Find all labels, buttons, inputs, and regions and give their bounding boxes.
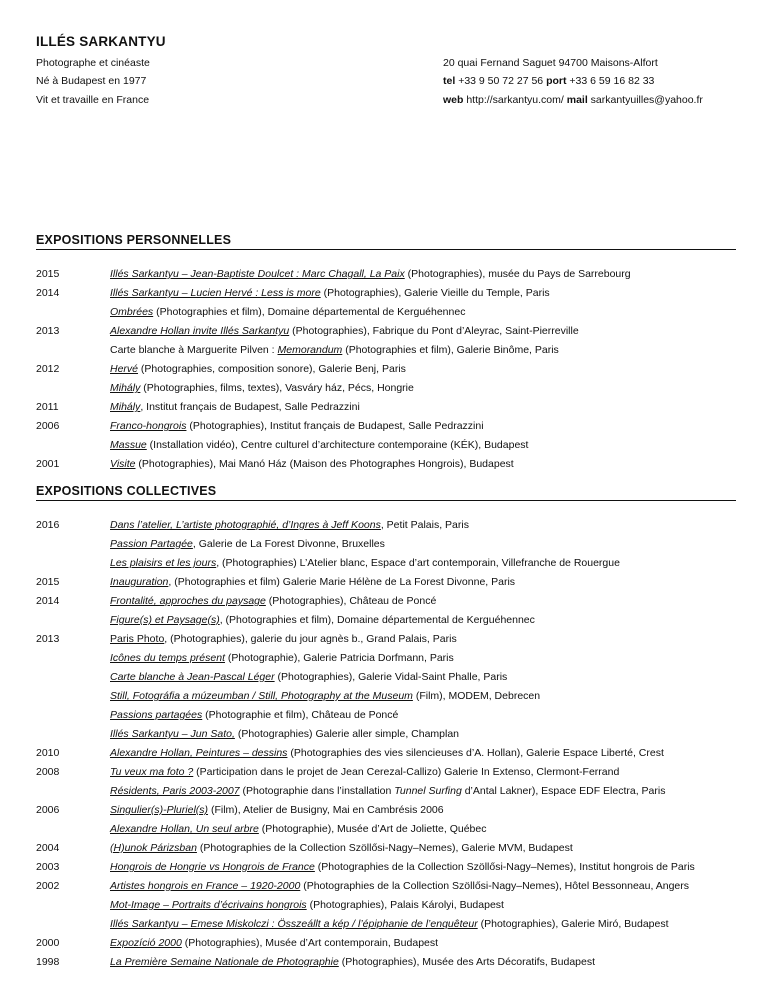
work-title: Tunnel Surfing <box>394 785 462 797</box>
exhibition-text <box>110 438 736 457</box>
exhibition-year: 2010 <box>36 747 60 759</box>
exhibition-text <box>110 651 736 670</box>
exhibition-title-link[interactable]: Mot-Image – Portraits d’écrivains hongrois <box>110 899 307 911</box>
exhibition-title-link[interactable]: Alexandre Hollan invite Illés Sarkantyu <box>110 325 290 337</box>
mail-link[interactable]: sarkantyuilles@yahoo.fr <box>590 93 703 106</box>
web-line <box>443 91 703 109</box>
exhibition-row <box>36 784 736 803</box>
exhibition-row <box>36 879 736 898</box>
exhibition-row <box>36 917 736 936</box>
exhibition-text <box>110 689 736 708</box>
exhibition-title-link[interactable]: Memorandum <box>277 344 343 356</box>
exhibition-text <box>110 746 736 765</box>
exhibition-text <box>110 765 736 784</box>
exhibition-text <box>110 784 736 803</box>
cv-header <box>36 34 736 109</box>
section-title: EXPOSITIONS PERSONNELLES <box>36 233 736 250</box>
exhibition-title-link[interactable]: Alexandre Hollan, Un seul arbre <box>110 823 259 835</box>
exhibition-text <box>110 537 736 556</box>
exhibition-details: (Participation dans le projet de Jean Cerezal-Callizo) Galerie In Extenso, Clermont-Ferrand <box>193 766 620 778</box>
exhibition-text <box>110 708 736 727</box>
exhibition-year <box>36 670 110 689</box>
exhibition-title-link[interactable]: Expozíció 2000 <box>110 937 182 949</box>
exhibition-details: (Photographies), Galerie Vieille du Temple, Paris <box>320 287 550 299</box>
exhibition-details: , (Photographies et film) Galerie Marie Hélène de La Forest Divonne, Paris <box>168 576 516 588</box>
mail-label: mail <box>566 93 588 106</box>
exhibition-details: (Photographies), Galerie Vidal-Saint Phalle, Paris <box>274 671 508 683</box>
exhibition-details: (Photographies), Institut français de Budapest, Salle Pedrazzini <box>186 420 484 432</box>
exhibition-year: 2013 <box>36 633 60 645</box>
exhibition-details: (Photographies des vies silencieuses d’A. Hollan), Galerie Espace Liberté, Crest <box>287 747 664 759</box>
exhibition-row <box>36 841 736 860</box>
exhibition-row <box>36 575 736 594</box>
exhibition-year <box>36 784 110 803</box>
exhibition-details: (Photographies et film), Domaine départemental de Kerguéhennec <box>153 306 466 318</box>
bio-line: Photographe et cinéaste <box>36 57 150 69</box>
exhibition-title-link[interactable]: Dans l’atelier, L’artiste photographié, d’Ingres à Jeff Koons <box>110 519 381 531</box>
exhibition-text <box>110 841 736 860</box>
exhibition-year <box>36 438 110 457</box>
exhibition-title-link[interactable]: Figure(s) et Paysage(s) <box>110 614 220 626</box>
exhibition-details: (Photographies, films, textes), Vasváry ház, Pécs, Hongrie <box>140 382 414 394</box>
exhibition-list <box>36 267 736 476</box>
exhibition-row <box>36 457 736 476</box>
exhibition-year <box>36 556 110 575</box>
exhibition-row <box>36 556 736 575</box>
exhibition-year <box>36 898 110 917</box>
exhibition-title-link[interactable]: Franco-hongrois <box>110 420 187 432</box>
address: 20 quai Fernand Saguet 94700 Maisons-Alfort <box>443 57 658 69</box>
exhibition-row <box>36 343 736 362</box>
exhibition-details: , (Photographies et film), Domaine départemental de Kerguéhennec <box>219 614 535 626</box>
exhibition-list <box>36 518 736 974</box>
exhibition-text <box>110 860 736 879</box>
exhibition-text <box>110 955 736 974</box>
exhibition-row <box>36 381 736 400</box>
exhibition-title-link[interactable]: Hervé <box>110 363 139 375</box>
exhibition-year: 2012 <box>36 363 60 375</box>
exhibition-details: (Photographies de la Collection Szöllősi-Nagy–Nemes), Institut hongrois de Paris <box>314 861 695 873</box>
exhibition-row <box>36 400 736 419</box>
exhibition-details: (Film), MODEM, Debrecen <box>412 690 541 702</box>
exhibition-row <box>36 689 736 708</box>
exhibition-details: (Photographies et film), Galerie Binôme, Paris <box>342 344 559 356</box>
exhibition-details: , (Photographies), galerie du jour agnès b., Grand Palais, Paris <box>164 633 457 645</box>
exhibition-year: 2014 <box>36 595 60 607</box>
bio-line: Né à Budapest en 1977 <box>36 75 147 88</box>
exhibition-details: , Institut français de Budapest, Salle Pedrazzini <box>140 401 360 413</box>
exhibition-title-link[interactable]: Paris Photo <box>110 633 165 645</box>
exhibition-year <box>36 917 110 936</box>
exhibition-title-link[interactable]: Massue <box>110 439 147 451</box>
exhibition-title-link[interactable]: Singulier(s)-Pluriel(s) <box>110 804 209 816</box>
exhibition-title-link[interactable]: Alexandre Hollan, Peintures – dessins <box>110 747 288 759</box>
exhibition-row <box>36 727 736 746</box>
exhibition-details: (Photographies), Fabrique du Pont d’Aleyrac, Saint-Pierreville <box>289 325 579 337</box>
exhibition-text <box>110 343 736 362</box>
exhibition-text <box>110 917 736 936</box>
exhibition-text <box>110 594 736 613</box>
exhibition-title-link[interactable]: Artistes hongrois en France – 1920-2000 <box>110 880 301 892</box>
exhibition-year <box>36 305 110 324</box>
exhibition-title-link[interactable]: Mihály <box>110 401 141 413</box>
exhibition-details: d’Antal Lakner), Espace EDF Electra, Paris <box>461 785 666 797</box>
exhibition-title-link[interactable]: Ombrées <box>110 306 154 318</box>
exhibition-year: 2013 <box>36 325 60 337</box>
exhibition-details: (Film), Atelier de Busigny, Mai en Cambrésis 2006 <box>208 804 444 816</box>
exhibition-year <box>36 343 110 362</box>
exhibition-text <box>110 632 736 651</box>
exhibition-details: , Galerie de La Forest Divonne, Bruxelles <box>192 538 385 550</box>
exhibition-row <box>36 419 736 438</box>
exhibition-text <box>110 936 736 955</box>
exhibition-title-link[interactable]: Carte blanche à Jean-Pascal Léger <box>110 671 275 683</box>
exhibition-year <box>36 537 110 556</box>
exhibition-row <box>36 765 736 784</box>
exhibition-title-link[interactable]: La Première Semaine Nationale de Photographie <box>110 956 339 968</box>
exhibition-year: 2008 <box>36 766 60 778</box>
exhibition-title-link[interactable]: Hongrois de Hongrie vs Hongrois de France <box>110 861 315 873</box>
exhibition-text <box>110 324 736 343</box>
exhibition-text <box>110 518 736 537</box>
exhibition-title-link[interactable]: Illés Sarkantyu – Jean-Baptiste Doulcet : Marc Chagall, La Paix <box>110 268 405 280</box>
exhibition-title-link[interactable]: Icônes du temps présent <box>110 652 225 664</box>
exhibition-row <box>36 537 736 556</box>
exhibition-year <box>36 708 110 727</box>
port-label: port <box>546 75 567 88</box>
exhibition-year: 2014 <box>36 287 60 299</box>
exhibition-text <box>110 803 736 822</box>
exhibition-row <box>36 267 736 286</box>
web-link[interactable]: http://sarkantyu.com/ <box>466 93 564 106</box>
exhibition-text <box>110 305 736 324</box>
exhibition-details: (Photographie dans l’installation <box>239 785 395 797</box>
bio-column <box>36 54 443 109</box>
exhibition-year: 2011 <box>36 401 59 413</box>
exhibition-title-link[interactable]: Passion Partagée <box>110 538 193 550</box>
exhibition-title-link[interactable]: Les plaisirs et les jours <box>110 557 217 569</box>
exhibition-row <box>36 708 736 727</box>
tel-label: tel <box>443 75 456 88</box>
exhibition-row <box>36 438 736 457</box>
exhibition-details: (Photographies, composition sonore), Galerie Benj, Paris <box>138 363 406 375</box>
exhibition-year: 2004 <box>36 842 60 854</box>
exhibition-text <box>110 575 736 594</box>
artist-name: ILLÉS SARKANTYU <box>36 34 166 49</box>
port-number[interactable]: +33 6 59 16 82 33 <box>569 75 655 88</box>
exhibition-text <box>110 727 736 746</box>
exhibition-year <box>36 381 110 400</box>
exhibition-year <box>36 613 110 632</box>
exhibition-text <box>110 822 736 841</box>
exhibition-details: (Photographies), Mai Manó Ház (Maison des Photographes Hongrois), Budapest <box>135 458 514 470</box>
exhibition-text <box>110 419 736 438</box>
section-title: EXPOSITIONS COLLECTIVES <box>36 484 736 501</box>
exhibition-details: (Photographie), Musée d’Art de Joliette, Québec <box>258 823 487 835</box>
exhibition-row <box>36 822 736 841</box>
exhibition-title-link[interactable]: (H)unok Párizsban <box>110 842 197 854</box>
exhibition-details: (Installation vidéo), Centre culturel d’architecture contemporaine (KÉK), Budapest <box>146 439 529 451</box>
exhibition-year: 2015 <box>36 268 60 280</box>
exhibition-year: 2006 <box>36 804 60 816</box>
exhibition-text <box>110 286 736 305</box>
exhibition-year: 2015 <box>36 576 60 588</box>
exhibition-text <box>110 879 736 898</box>
exhibition-text <box>110 267 736 286</box>
exhibition-details: (Photographies), Musée des Arts Décoratifs, Budapest <box>338 956 596 968</box>
personal-exhibitions-section <box>36 233 736 476</box>
exhibition-details: (Photographie et film), Château de Poncé <box>202 709 399 721</box>
exhibition-text <box>110 362 736 381</box>
exhibition-text <box>110 898 736 917</box>
exhibition-details: (Photographies), Palais Károlyi, Budapest <box>306 899 504 911</box>
exhibition-row <box>36 936 736 955</box>
exhibition-row <box>36 594 736 613</box>
exhibition-year: 2006 <box>36 420 60 432</box>
exhibition-year: 2002 <box>36 880 60 892</box>
exhibition-row <box>36 898 736 917</box>
exhibition-row <box>36 632 736 651</box>
tel-number[interactable]: +33 9 50 72 27 56 <box>458 75 544 88</box>
exhibition-year <box>36 727 110 746</box>
exhibition-year <box>36 822 110 841</box>
exhibition-title-link[interactable]: Passions partagées <box>110 709 203 721</box>
exhibition-year <box>36 689 110 708</box>
exhibition-text <box>110 556 736 575</box>
exhibition-title-link[interactable]: Illés Sarkantyu – Emese Miskolczi : Összeállt a kép / l’épiphanie de l’enquêteur <box>110 918 478 930</box>
exhibition-row <box>36 305 736 324</box>
exhibition-title-link[interactable]: Still, Fotográfia a múzeumban / Still, Photography at the Museum <box>110 690 413 702</box>
exhibition-title-link[interactable]: Illés Sarkantyu – Jun Sato, <box>110 728 235 740</box>
exhibition-row <box>36 613 736 632</box>
exhibition-text <box>110 457 736 476</box>
exhibition-details: (Photographies), Château de Poncé <box>265 595 437 607</box>
exhibition-row <box>36 670 736 689</box>
web-label: web <box>443 93 464 106</box>
exhibition-year: 2003 <box>36 861 60 873</box>
exhibition-details: (Photographies), Musée d’Art contemporain, Budapest <box>181 937 439 949</box>
exhibition-row <box>36 651 736 670</box>
exhibition-title-link[interactable]: Frontalité, approches du paysage <box>110 595 266 607</box>
exhibition-row <box>36 803 736 822</box>
exhibition-text <box>110 400 736 419</box>
exhibition-title-link[interactable]: Illés Sarkantyu – Lucien Hervé : Less is more <box>110 287 321 299</box>
exhibition-title-link[interactable]: Tu veux ma foto ? <box>110 766 194 778</box>
exhibition-title-link[interactable]: Inauguration <box>110 576 169 588</box>
exhibition-row <box>36 286 736 305</box>
exhibition-year: 2000 <box>36 937 60 949</box>
phone-line <box>443 72 703 90</box>
exhibition-row <box>36 746 736 765</box>
exhibition-details: (Photographie), Galerie Patricia Dorfmann, Paris <box>224 652 454 664</box>
exhibition-details: (Photographies), Galerie Miró, Budapest <box>477 918 669 930</box>
contact-column <box>443 54 703 109</box>
exhibition-row <box>36 518 736 537</box>
exhibition-title-link[interactable]: Mihály <box>110 382 141 394</box>
exhibition-year: 2016 <box>36 519 60 531</box>
collective-exhibitions-section <box>36 484 736 974</box>
exhibition-details: , (Photographies) L’Atelier blanc, Espace d’art contemporain, Villefranche de Rouergue <box>216 557 620 569</box>
exhibition-year: 2001 <box>36 458 60 470</box>
exhibition-details: Carte blanche à Marguerite Pilven : <box>110 344 278 356</box>
exhibition-row <box>36 955 736 974</box>
exhibition-details: (Photographies) Galerie aller simple, Champlan <box>234 728 460 740</box>
exhibition-details: , Petit Palais, Paris <box>380 519 469 531</box>
bio-line: Vit et travaille en France <box>36 93 150 106</box>
exhibition-text <box>110 613 736 632</box>
exhibition-row <box>36 324 736 343</box>
exhibition-details: (Photographies), musée du Pays de Sarrebourg <box>404 268 631 280</box>
exhibition-year <box>36 651 110 670</box>
exhibition-details: (Photographies de la Collection Szöllősi-Nagy–Nemes), Hôtel Bessonneau, Angers <box>300 880 690 892</box>
exhibition-text <box>110 381 736 400</box>
exhibition-year: 1998 <box>36 956 60 968</box>
exhibition-title-link[interactable]: Résidents, Paris 2003-2007 <box>110 785 240 797</box>
exhibition-text <box>110 670 736 689</box>
exhibition-title-link[interactable]: Visite <box>110 458 136 470</box>
exhibition-row <box>36 362 736 381</box>
exhibition-row <box>36 860 736 879</box>
exhibition-details: (Photographies de la Collection Szöllősi-Nagy–Nemes), Galerie MVM, Budapest <box>196 842 573 854</box>
